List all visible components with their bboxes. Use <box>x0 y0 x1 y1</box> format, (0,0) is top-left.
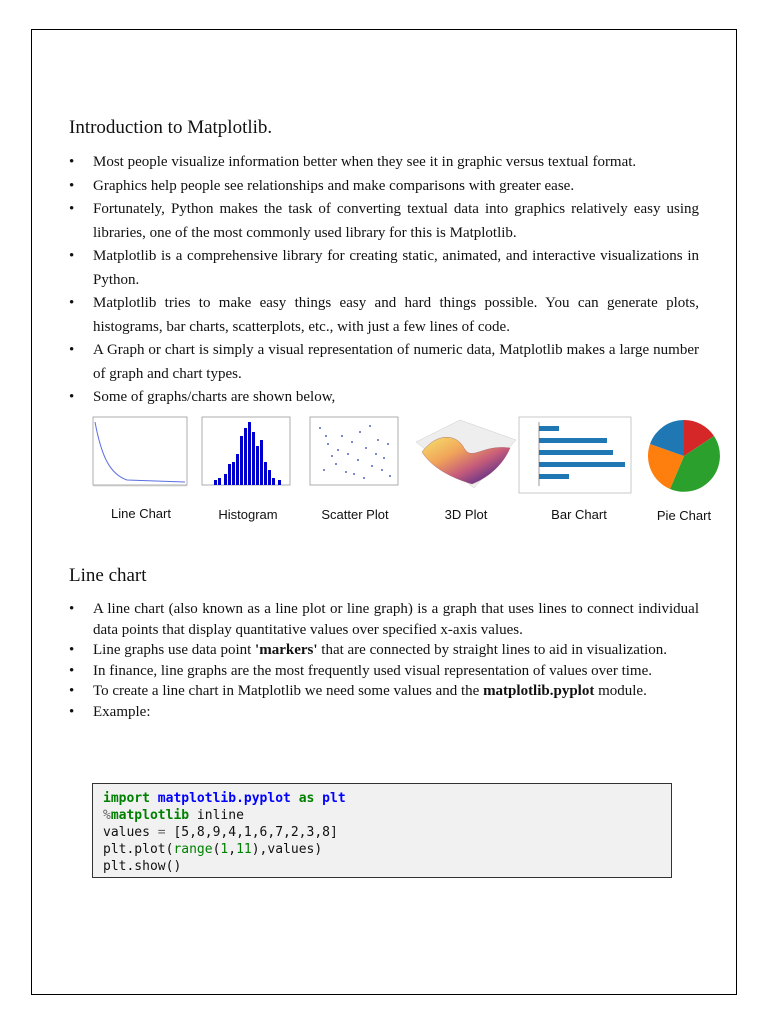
caption-scatter-plot: Scatter Plot <box>321 507 389 522</box>
scatter-plot-thumbnail <box>308 414 400 490</box>
line-chart-thumbnail <box>87 414 189 490</box>
list-item: • Graphics help people see relationships and make comparisons with greater ease. <box>69 175 699 199</box>
pie-chart-thumbnail <box>643 414 725 496</box>
histogram-thumbnail <box>200 414 292 490</box>
chart-gallery <box>87 414 727 529</box>
list-item: • In finance, line graphs are the most frequently used visual representation of values over time. <box>69 661 699 682</box>
list-item: • Some of graphs/charts are shown below, <box>69 386 699 410</box>
list-item: • Example: <box>69 702 699 723</box>
list-item: • Fortunately, Python makes the task of converting textual data into graphics relatively easy using libraries, one of the most commonly used library for this is Matplotlib. <box>69 198 699 245</box>
intro-bullet-list <box>69 151 699 410</box>
line-chart-heading: Line chart <box>69 565 147 586</box>
code-example: import matplotlib.pyplot as plt %matplotlib inline values = [5,8,9,4,1,6,7,2,3,8] plt.plot(range(1,11),values) plt.show() <box>92 783 672 878</box>
list-item: • Matplotlib is a comprehensive library for creating static, animated, and interactive visualizations in Python. <box>69 245 699 292</box>
line-chart-bullet-list <box>69 599 699 722</box>
caption-3d-plot: 3D Plot <box>444 507 488 522</box>
list-item: • Line graphs use data point 'markers' that are connected by straight lines to aid in visualization. <box>69 640 699 661</box>
caption-histogram: Histogram <box>218 507 278 522</box>
list-item: • A line chart (also known as a line plot or line graph) is a graph that uses lines to connect individual data points that display quantitative values over specified x-axis values. <box>69 599 699 640</box>
caption-pie-chart: Pie Chart <box>656 508 712 523</box>
list-item: • To create a line chart in Matplotlib we need some values and the matplotlib.pyplot module. <box>69 681 699 702</box>
caption-line-chart: Line Chart <box>111 506 171 521</box>
list-item: • Matplotlib tries to make easy things easy and hard things possible. You can generate plots, histograms, bar charts, scatterplots, etc., with just a few lines of code. <box>69 292 699 339</box>
caption-bar-chart: Bar Chart <box>551 507 607 522</box>
intro-heading: Introduction to Matplotlib. <box>69 117 273 138</box>
list-item: • A Graph or chart is simply a visual representation of numeric data, Matplotlib makes a large number of graph and chart types. <box>69 339 699 386</box>
3d-plot-thumbnail <box>412 414 522 494</box>
list-item: • Most people visualize information better when they see it in graphic versus textual format. <box>69 151 699 175</box>
bar-chart-thumbnail <box>517 414 635 496</box>
